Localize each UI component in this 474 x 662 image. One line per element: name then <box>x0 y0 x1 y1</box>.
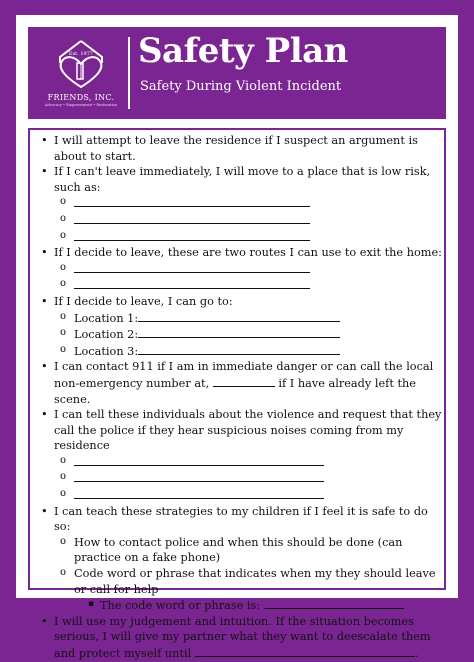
blank-line-item <box>38 487 442 504</box>
list-item <box>38 245 442 261</box>
list-item <box>38 359 442 407</box>
blank-line[interactable] <box>138 310 340 322</box>
page-title: Safety Plan <box>138 31 348 71</box>
location-item <box>38 310 442 327</box>
blank-line[interactable] <box>74 212 310 224</box>
blank-line[interactable] <box>74 454 324 466</box>
blank-line[interactable] <box>264 597 404 609</box>
list-item <box>38 504 442 535</box>
item-text: I can contact 911 if I am in immediate danger or can call the local non-emergency number at, <box>54 360 434 390</box>
blank-line-item <box>38 470 442 487</box>
blank-line-item <box>38 229 442 246</box>
blank-line[interactable] <box>74 229 310 241</box>
blank-line-item <box>38 454 442 471</box>
blank-line-item <box>38 261 442 278</box>
sub-item-text: Code word or phrase that indicates when my they should leave or call for help <box>74 567 436 596</box>
item-text: If I can't leave immediately, I will move to a place that is low risk, such as: <box>54 165 431 194</box>
blank-line[interactable] <box>74 277 310 289</box>
logo-tagline: Advocacy • Empowerment • Restoration <box>44 103 118 107</box>
location-item <box>38 326 442 343</box>
location-label: Location 3: <box>74 344 139 358</box>
blank-line[interactable] <box>74 470 324 482</box>
logo-est: Est. 1977 <box>68 51 94 57</box>
blank-line[interactable] <box>195 645 415 657</box>
item-text: I can teach these strategies to my children if I feel it is safe to do so: <box>54 504 428 534</box>
blank-line[interactable] <box>138 343 340 355</box>
blank-line-item <box>38 195 442 212</box>
item-text: If I decide to leave, these are two routes I can use to exit the home: <box>54 246 442 260</box>
item-text: I will use my judgement and intuition. If the situation becomes serious, I will give my partner what they want to deescalate them and protect myself until <box>54 614 431 660</box>
blank-line-item <box>38 212 442 229</box>
list-item <box>38 294 442 310</box>
logo-name: FRIENDS, INC. <box>47 93 115 102</box>
blank-line[interactable] <box>138 326 340 338</box>
plan-body <box>28 128 446 660</box>
location-item <box>38 343 442 360</box>
item-text: If I decide to leave, I can go to: <box>54 294 233 308</box>
plan-content <box>38 133 442 662</box>
blank-line[interactable] <box>74 195 310 207</box>
sub-sub-item <box>38 597 442 614</box>
list-item <box>38 164 442 195</box>
friends-inc-logo <box>40 33 122 115</box>
location-label: Location 1: <box>74 311 139 325</box>
sub-item <box>38 535 442 566</box>
sub-item-text: How to contact police and when this should be done (can practice on a fake phone) <box>74 535 403 565</box>
sub-item <box>38 566 442 597</box>
header-banner <box>28 27 446 119</box>
header-divider <box>128 37 130 109</box>
list-item <box>38 133 442 164</box>
page-subtitle: Safety During Violent Incident <box>140 79 342 94</box>
list-item <box>38 407 442 454</box>
blank-line-item <box>38 277 442 294</box>
item-text: if I have already left the scene. <box>54 376 416 406</box>
item-text: I will attempt to leave the residence if I suspect an argument is about to start. <box>54 134 418 163</box>
blank-line[interactable] <box>74 487 324 499</box>
location-label: Location 2: <box>74 328 139 342</box>
code-word-label: The code word or phrase is: <box>100 599 261 613</box>
house-heart-icon <box>40 33 122 95</box>
blank-line[interactable] <box>213 375 275 387</box>
list-item: • I will use my judgement and intuition. If the situation becomes serious, I will give my partner what they want to deescalate them and protect myself until . <box>38 614 442 662</box>
blank-line[interactable] <box>74 261 310 273</box>
item-text: I can tell these individuals about the violence and request that they call the police if they hear suspicious noises coming from my residence <box>54 408 442 453</box>
